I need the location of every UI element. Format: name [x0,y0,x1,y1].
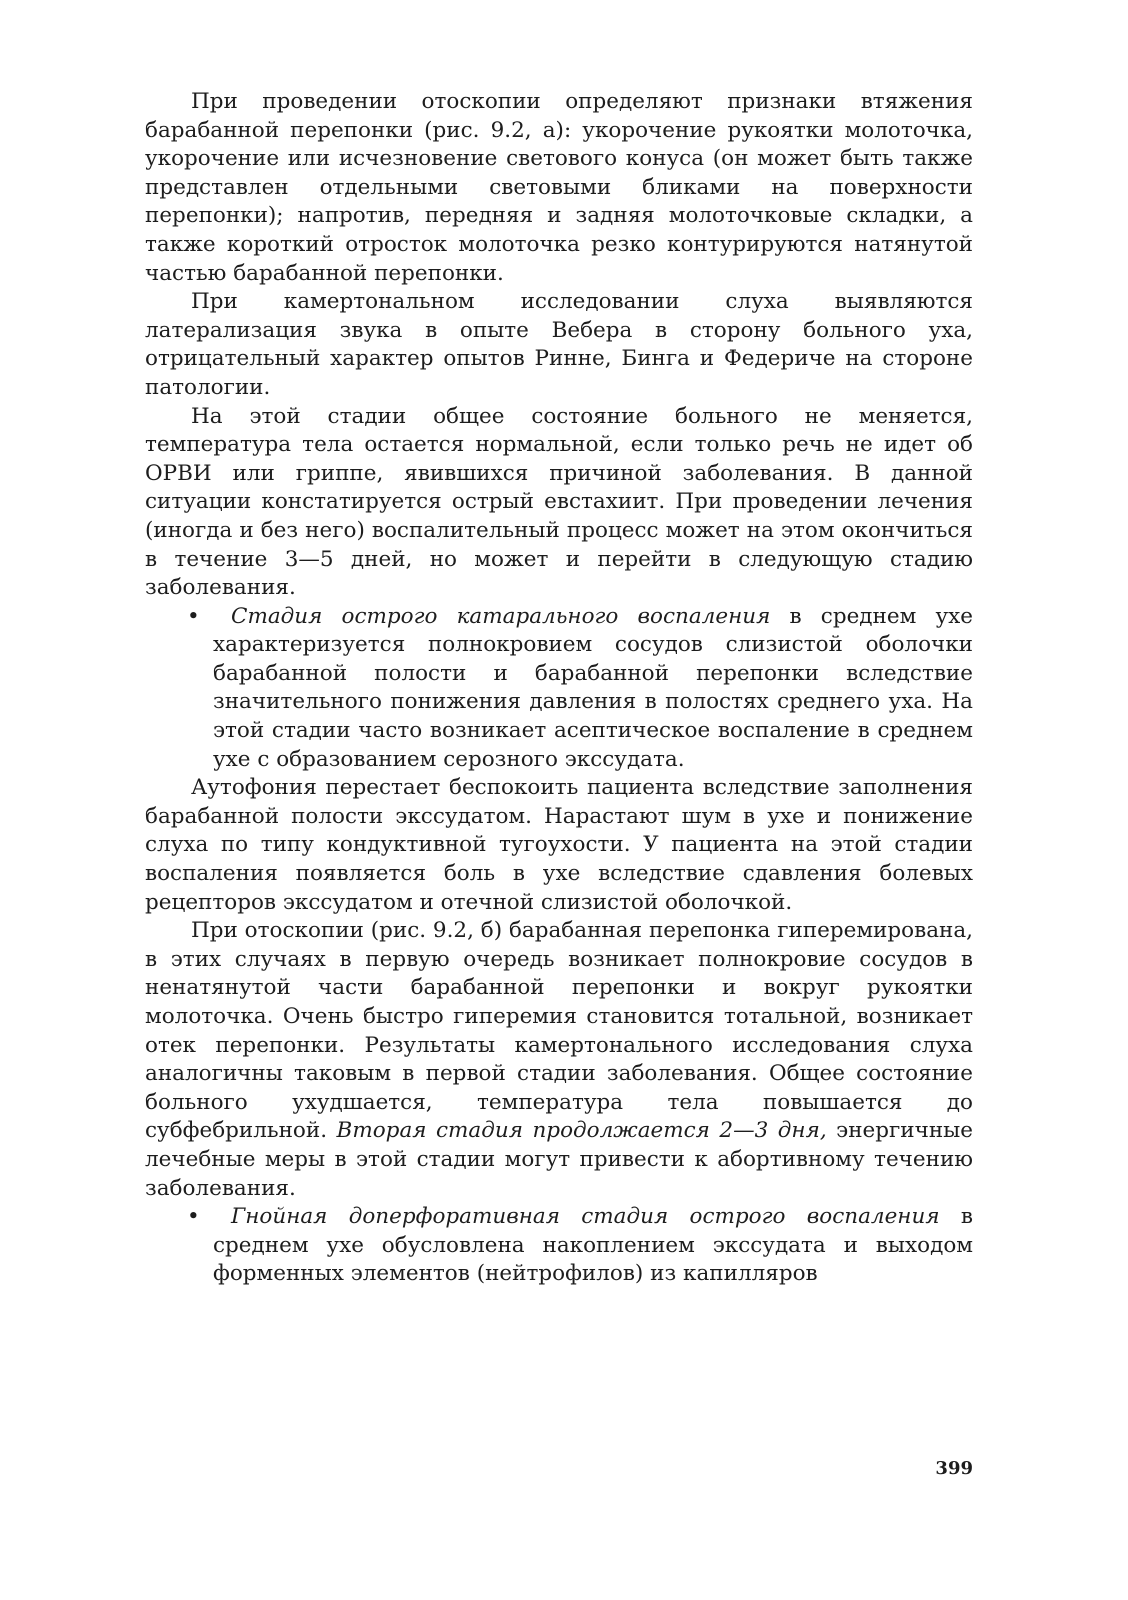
paragraph-otoscopy-hyperemia [145,917,973,1203]
paragraph-autophony: Аутофония перестает беспокоить пациента вследствие заполнения барабанной полости экссудатом. Нарастают шум в ухе и понижение слуха по типу кондуктивной тугоухости. У пациента на этой стадии воспаления появляется боль в ухе вследствие сдавления болевых рецепторов экссудатом и отечной слизистой оболочкой. [145,775,973,915]
paragraph-text-before: При отоскопии (рис. 9.2, б) барабанная перепонка гиперемирована, в этих случаях в первую очередь возникает полнокровие сосудов в ненатянутой части барабанной перепонки и вокруг рукоятки молоточка. Очень быстро гиперемия становится тотальной, возникает отек перепонки. Результаты камертонального исследования слуха аналогичны таковым в первой стадии заболевания. Общее состояние больного ухудшается, температура тела повышается до субфебрильной. [145,918,973,1144]
bullet-mark: • [187,603,200,629]
main-text [145,88,973,1289]
term-second-stage-duration: Вторая стадия продолжается 2—3 дня, [336,1118,827,1144]
paragraph-text-after: энергичные лечебные меры в этой стадии могут привести к абортивному течению заболевания. [145,1118,973,1201]
page-body [145,88,973,1289]
bullet-text: в среднем ухе характеризуется полнокровием сосудов слизистой оболочки барабанной полости и барабанной перепонки вследствие значительного понижения давления в полостях среднего уха. На этой стадии часто возникает асептическое воспаление в среднем ухе с образованием серозного экссудата. [213,603,973,772]
bullet-list-catarrhal [145,603,973,775]
bullet-text: в среднем ухе обусловлена накоплением экссудата и выходом форменных элементов (нейтрофилов) из капилляров [213,1204,973,1287]
bullet-list-purulent [145,1203,973,1289]
paragraph-tuning-fork-test: При камертональном исследовании слуха выявляются латерализация звука в опыте Вебера в сторону больного уха, отрицательный характер опытов Ринне, Бинга и Федериче на стороне патологии. [145,289,973,400]
list-item [145,1203,973,1289]
bullet-mark: • [187,1204,200,1230]
page-number: 399 [935,1458,973,1479]
term-catarrhal-stage: Стадия острого катарального воспаления [231,603,771,629]
term-purulent-stage: Гнойная доперфоративная стадия острого воспаления [231,1204,940,1230]
list-item [145,603,973,775]
paragraph-otoscopy-retraction: При проведении отоскопии определяют признаки втяжения барабанной перепонки (рис. 9.2, а): укорочение рукоятки молоточка, укорочение или исчезновение светового конуса (он может быть также представлен отдельными световыми бликами на поверхности перепонки); напротив, передняя и задняя молоточковые складки, а также короткий отросток молоточка резко контурируются натянутой частью барабанной перепонки. [145,89,973,286]
paragraph-general-state: На этой стадии общее состояние больного не меняется, температура тела остается нормальной, если только речь не идет об ОРВИ или гриппе, явившихся причиной заболевания. В данной ситуации констатируется острый евстахиит. При проведении лечения (иногда и без него) воспалительный процесс может на этом окончиться в течение 3—5 дней, но может и перейти в следующую стадию заболевания. [145,403,973,601]
